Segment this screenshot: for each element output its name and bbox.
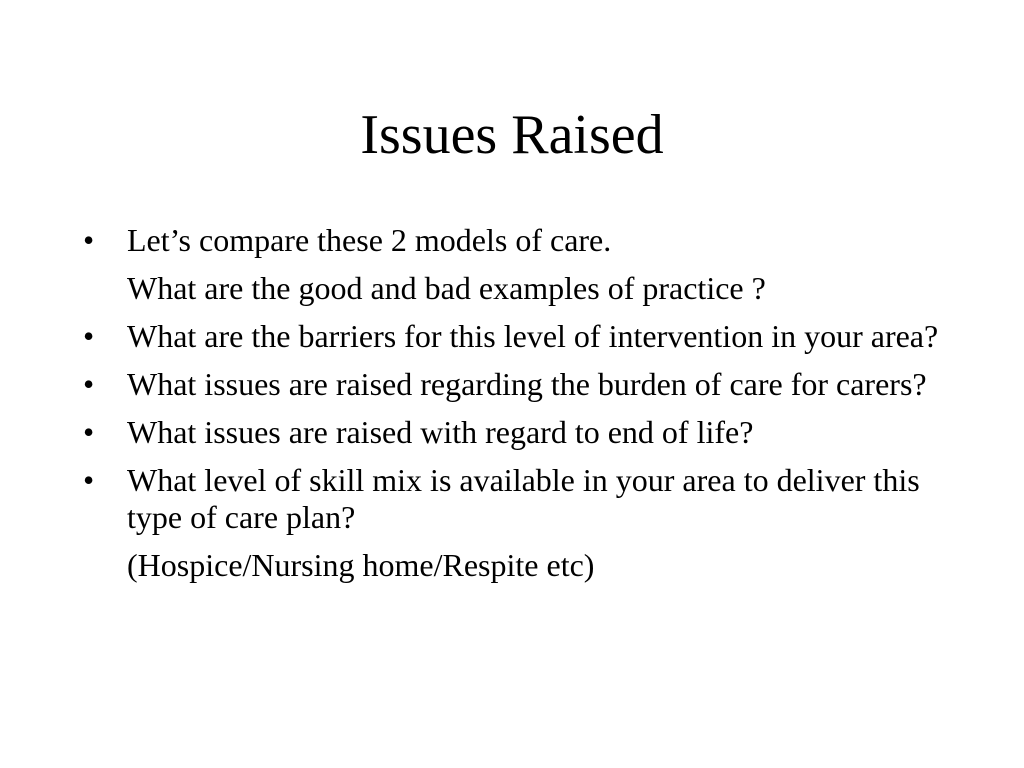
slide-title: Issues Raised [360, 104, 664, 166]
bullet-text: What are the barriers for this level of intervention in your area? [127, 318, 939, 354]
slide-body [83, 222, 963, 595]
bullet-icon: • [83, 414, 95, 450]
bullet-text: What issues are raised with regard to end of life? [127, 414, 754, 450]
bullet-text: What level of skill mix is available in your area to deliver this type of care plan? [127, 462, 920, 535]
bullet-text: What issues are raised regarding the burden of care for carers? [127, 366, 927, 402]
bullet-item-skill-mix [83, 462, 963, 536]
continuation-line-care-settings: (Hospice/Nursing home/Respite etc) [127, 547, 595, 583]
bullet-icon: • [83, 318, 95, 354]
bullet-icon: • [83, 366, 95, 402]
bullet-icon: • [83, 222, 95, 258]
bullet-icon: • [83, 462, 95, 498]
bullet-item-end-of-life [83, 414, 963, 451]
bullet-text: Let’s compare these 2 models of care. [127, 222, 612, 258]
continuation-line-good-bad-examples: What are the good and bad examples of practice ? [127, 270, 766, 306]
bullet-item-burden-of-care [83, 366, 963, 403]
bullet-item-barriers [83, 318, 963, 355]
bullet-item-compare-models [83, 222, 963, 259]
